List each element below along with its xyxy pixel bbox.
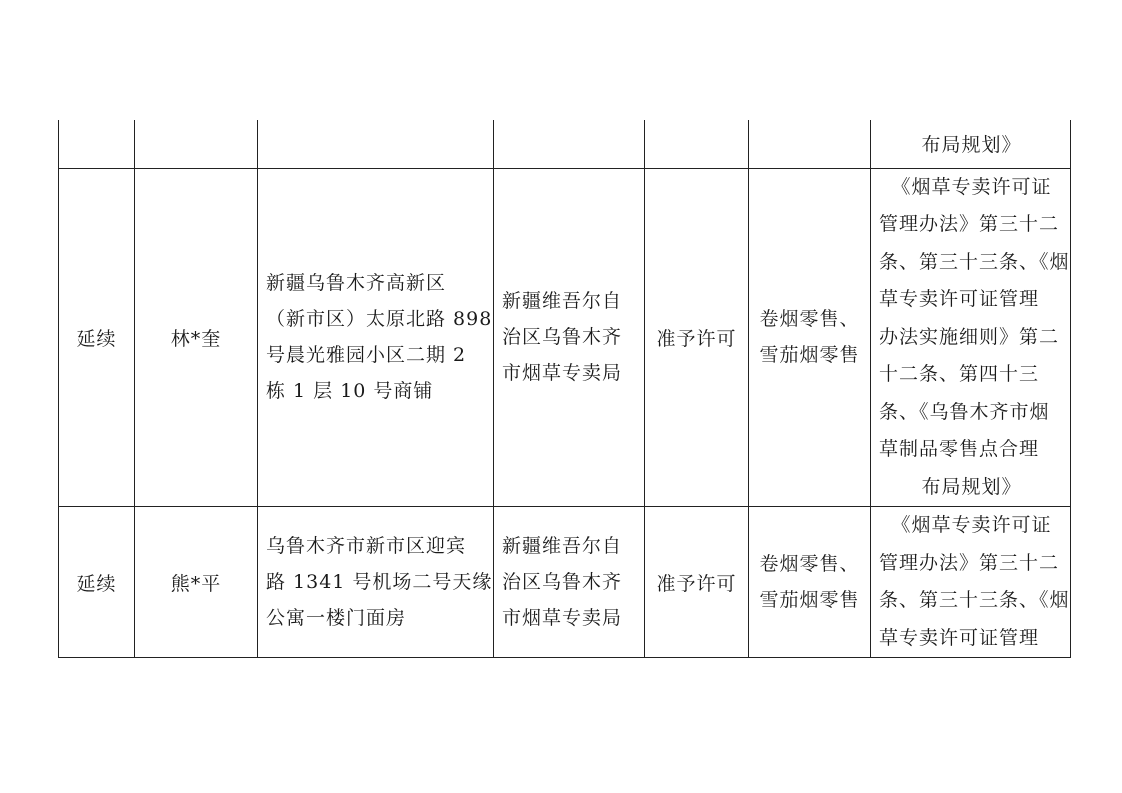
legal-basis-line: 草专卖许可证管理 xyxy=(879,626,1040,649)
authority-line: 市烟草专卖局 xyxy=(502,362,623,385)
address-line: （新市区）太原北路 898 xyxy=(266,308,493,331)
address-line: 栋 1 层 10 号商铺 xyxy=(266,380,434,403)
legal-basis-line: 条、第三十三条、《烟 xyxy=(879,589,1070,611)
table-row-continued xyxy=(59,120,1071,168)
legal-basis-cell xyxy=(871,507,1071,658)
address-cell xyxy=(258,168,494,507)
decision-cell: 准予许可 xyxy=(645,507,749,658)
authority-cell xyxy=(494,168,645,507)
legal-basis-line: 草制品零售点合理 xyxy=(879,438,1040,460)
legal-basis-line: 《烟草专卖许可证 xyxy=(891,514,1052,536)
scope-line: 雪茄烟零售 xyxy=(759,589,860,611)
scope-line: 卷烟零售、 xyxy=(759,308,860,331)
authority-line: 新疆维吾尔自 xyxy=(502,290,623,313)
authority-line: 新疆维吾尔自 xyxy=(502,535,623,557)
cell-empty xyxy=(494,120,645,168)
legal-basis-line: 十二条、第四十三 xyxy=(879,363,1040,385)
legal-basis-line: 条、第三十三条、《烟 xyxy=(879,250,1070,273)
address-line: 公寓一楼门面房 xyxy=(266,607,407,629)
scope-line: 雪茄烟零售 xyxy=(759,344,860,367)
cell-empty xyxy=(645,120,749,168)
table-row xyxy=(59,507,1071,658)
license-type-cell: 延续 xyxy=(59,168,135,507)
legal-basis-cell xyxy=(871,168,1071,507)
legal-basis-line: 办法实施细则》第二 xyxy=(879,325,1060,348)
legal-basis-line: 《烟草专卖许可证 xyxy=(891,175,1052,198)
legal-basis-line: 条、《乌鲁木齐市烟 xyxy=(879,400,1050,423)
legal-basis-text: 布局规划》 xyxy=(921,133,1022,156)
address-line: 路 1341 号机场二号天缘 xyxy=(266,571,493,593)
scope-cell xyxy=(749,168,871,507)
legal-basis-line: 管理办法》第三十二 xyxy=(879,551,1060,574)
legal-basis-line: 草专卖许可证管理 xyxy=(879,288,1040,310)
scope-line: 卷烟零售、 xyxy=(759,553,860,575)
address-cell xyxy=(258,507,494,658)
decision-cell: 准予许可 xyxy=(645,168,749,507)
cell-empty xyxy=(258,120,494,168)
cell-empty xyxy=(59,120,135,168)
table-row xyxy=(59,168,1071,507)
address-line: 新疆乌鲁木齐高新区 xyxy=(266,272,447,295)
license-type-cell: 延续 xyxy=(59,507,135,658)
legal-basis-cell xyxy=(871,120,1071,168)
authority-line: 治区乌鲁木齐 xyxy=(502,571,623,593)
authority-line: 市烟草专卖局 xyxy=(502,607,623,629)
address-line: 乌鲁木齐市新市区迎宾 xyxy=(266,535,467,557)
license-table xyxy=(58,120,1071,658)
authority-cell xyxy=(494,507,645,658)
holder-name-cell: 熊*平 xyxy=(135,507,258,658)
legal-basis-line: 布局规划》 xyxy=(921,475,1022,498)
legal-basis-line: 管理办法》第三十二 xyxy=(879,213,1060,235)
cell-empty xyxy=(135,120,258,168)
address-line: 号晨光雅园小区二期 2 xyxy=(266,344,467,367)
authority-line: 治区乌鲁木齐 xyxy=(502,326,623,349)
cell-empty xyxy=(749,120,871,168)
holder-name-cell: 林*奎 xyxy=(135,168,258,507)
scope-cell xyxy=(749,507,871,658)
